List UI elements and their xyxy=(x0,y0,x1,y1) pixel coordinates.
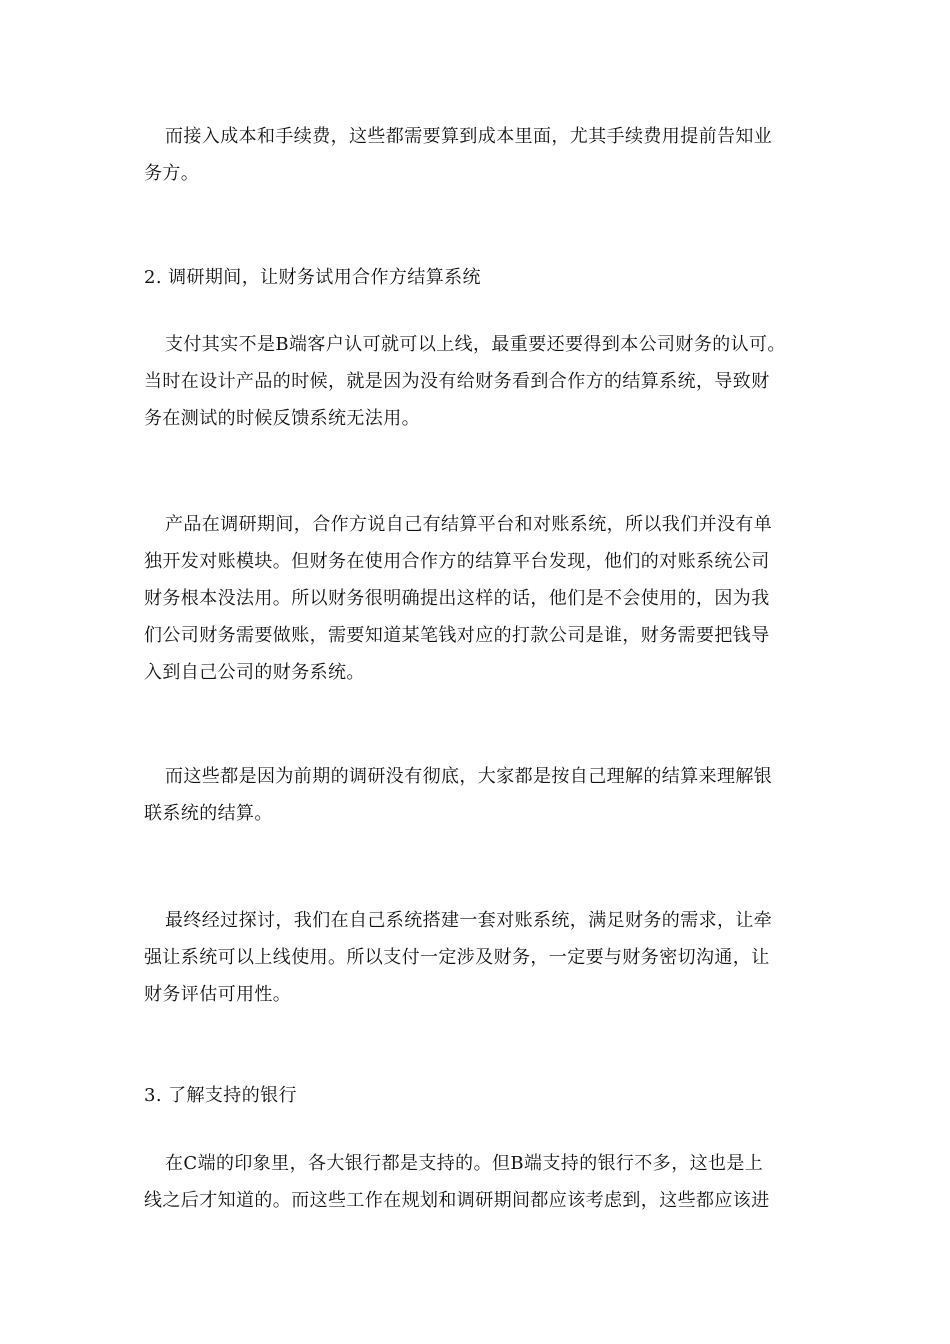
text-line: 而接入成本和手续费，这些都需要算到成本里面，尤其手续费用提前告知业 xyxy=(165,126,773,147)
text-line: 入到自己公司的财务系统。 xyxy=(144,662,365,683)
text-line: 财务评估可用性。 xyxy=(144,984,292,1005)
text-line: 独开发对账模块。但财务在使用合作方的结算平台发现，他们的对账系统公司 xyxy=(144,551,770,572)
text-line: 当时在设计产品的时候，就是因为没有给财务看到合作方的结算系统，导致财 xyxy=(144,371,770,392)
section-heading-3: 3. 了解支持的银行 xyxy=(144,1085,297,1106)
text-line: 在C端的印象里，各大银行都是支持的。但B端支持的银行不多，这也是上 xyxy=(165,1153,764,1174)
text-line: 线之后才知道的。而这些工作在规划和调研期间都应该考虑到，这些都应该进 xyxy=(144,1190,770,1211)
paragraph-reconciliation xyxy=(144,506,808,691)
text-line: 务在测试的时候反馈系统无法用。 xyxy=(144,408,420,429)
paragraph-fees xyxy=(144,118,808,192)
text-line: 务方。 xyxy=(144,163,200,184)
paragraph-banks xyxy=(144,1145,808,1219)
text-line: 支付其实不是B端客户认可就可以上线，最重要还要得到本公司财务的认可。 xyxy=(165,334,786,355)
text-line: 们公司财务需要做账，需要知道某笔钱对应的打款公司是谁，财务需要把钱导 xyxy=(144,625,770,646)
paragraph-finance-approval xyxy=(144,326,808,437)
section-heading-2: 2. 调研期间，让财务试用合作方结算系统 xyxy=(144,267,481,288)
text-line: 强让系统可以上线使用。所以支付一定涉及财务，一定要与财务密切沟通，让 xyxy=(144,947,770,968)
text-line: 最终经过探讨，我们在自己系统搭建一套对账系统，满足财务的需求，让牵 xyxy=(165,910,773,931)
text-line: 产品在调研期间，合作方说自己有结算平台和对账系统，所以我们并没有单 xyxy=(165,514,773,535)
text-line: 财务根本没法用。所以财务很明确提出这样的话，他们是不会使用的，因为我 xyxy=(144,588,770,609)
text-line: 联系统的结算。 xyxy=(144,803,273,824)
paragraph-solution xyxy=(144,902,808,1013)
paragraph-research-gap xyxy=(144,758,808,832)
text-line: 而这些都是因为前期的调研没有彻底，大家都是按自己理解的结算来理解银 xyxy=(165,766,773,787)
